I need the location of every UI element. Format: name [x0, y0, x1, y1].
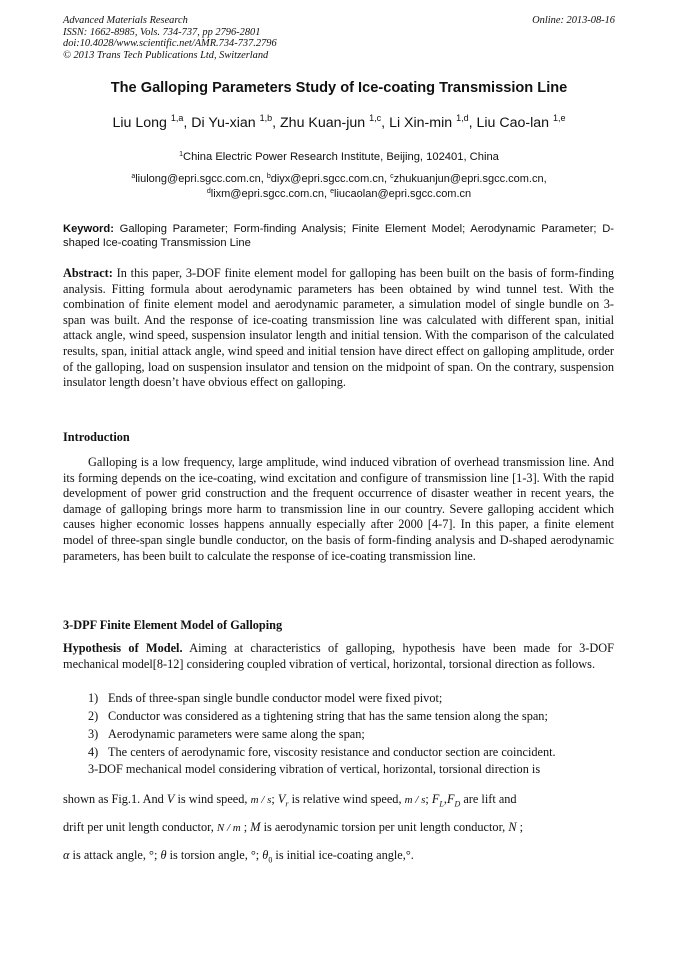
list-number: 1) — [88, 691, 99, 705]
symbol-v: V — [166, 792, 175, 806]
affiliation-text: China Electric Power Research Institute, Beijing, 102401, China — [183, 151, 499, 163]
list-text: Aerodynamic parameters were same along the span; — [108, 727, 365, 741]
symbol-theta: θ — [160, 848, 167, 862]
issn-line: ISSN: 1662-8985, Vols. 734-737, pp 2796-2801 — [63, 26, 261, 38]
affiliation — [40, 151, 638, 163]
symbol-fl: F — [431, 792, 440, 806]
symbol-definitions-line — [63, 792, 614, 808]
section-heading: 3-DPF Finite Element Model of Galloping — [63, 618, 283, 632]
email-link[interactable]: diyx@epri.sgcc.com.cn — [270, 173, 385, 185]
list-item — [88, 725, 614, 743]
hypothesis-list — [88, 689, 614, 761]
author-sup: 1,c — [369, 113, 382, 123]
list-number: 2) — [88, 709, 99, 723]
text-run: is initial ice-coating angle,°. — [275, 848, 414, 862]
text-run: ; — [519, 820, 524, 834]
symbol-definitions-line — [63, 848, 614, 864]
journal-header — [63, 15, 277, 61]
text-run: is attack angle, °; — [72, 848, 158, 862]
paper-title: The Galloping Parameters Study of Ice-coating Transmission Line — [110, 80, 568, 96]
introduction-heading: Introduction — [63, 430, 130, 444]
list-number: 3) — [88, 727, 99, 741]
unit-mps: m / s — [404, 794, 426, 806]
list-item — [88, 707, 614, 725]
keywords-text: Galloping Parameter; Form-finding Analysis; Finite Element Model; Aerodynamic Parameter; D-shaped Ice-coating Transmission Line — [63, 223, 615, 249]
affiliation-sup: 1 — [179, 151, 183, 158]
symbol-alpha: α — [63, 848, 70, 862]
list-text: Ends of three-span single bundle conductor model were fixed pivot; — [108, 691, 443, 705]
list-text: Conductor was considered as a tightening string that has the same tension along the span; — [108, 709, 548, 723]
copyright-line: © 2013 Trans Tech Publications Ltd, Switzerland — [63, 49, 269, 61]
author-name: Di Yu-xian — [191, 115, 256, 131]
author-list: Liu Long $^{1,a}$, Di Yu-xian $^{1,b}$, Zhu Kuan-jun $^{1,c}$, Li Xin-min $^{1,d}$, Liu Cao-lan $^{1,e}$ — [112, 113, 566, 131]
symbol-vr-sub: r — [285, 799, 289, 809]
keywords-block — [63, 222, 614, 250]
introduction-paragraph: Galloping is a low frequency, large amplitude, wind induced vibration of overhead transmission line. And its forming depends on the ice-coating, wind excitation and configure of transmission line [1-3]. With the rapid development of power grid construction and the frequent occurrence of disaster weather in recent years, the damage of galloping brings more harm to transmission line in our country. Severe galloping accident which causes higher economic losses happens annually especially after 2000 [4-7]. In this paper, a finite element model of three-span single bundle conductor, on the basis of form-finding analysis and D-shaped aerodynamic parameters, has been built to calculate the response of ice-coating transmission line. — [63, 455, 614, 563]
unit-npm: N / m — [216, 822, 241, 834]
abstract-text: In this paper, 3-DOF finite element model for galloping has been built on the basis of form-finding analysis. Fitting formula about aerodynamic parameters has been obtained by wind tunnel test. With the combination of finite element model and aerodynamic parameter, a simulation model of single bundle on 3-span was built. And the response of ice-coating transmission line was calculated with different span, initial attack angle, wind speed, suspension insulator length and initial tension. With the comparison of the calculated results, span, initial attack angle, wind speed and initial tension have direct effect on galloping amplitude, order of the galloping, load on suspension insulator and tension on the midpoint of span. On the contrary, suspension insulator length doesn’t have obvious effect on galloping. — [63, 266, 614, 390]
text-run: are lift and — [463, 792, 517, 806]
list-number: 4) — [88, 745, 99, 759]
symbol-fd: F — [446, 792, 455, 806]
author-sup: 1,d — [456, 113, 469, 123]
author-sup: 1,e — [553, 113, 566, 123]
text-run: ; — [271, 792, 275, 806]
author-sup: 1,b — [259, 113, 273, 123]
author-name: Zhu Kuan-jun — [280, 115, 366, 131]
symbol-fd-sub: D — [454, 799, 461, 809]
text-run: drift per unit length conductor, — [63, 820, 214, 834]
text-run: is aerodynamic torsion per unit length conductor, — [263, 820, 506, 834]
list-item — [88, 743, 614, 761]
author-name: Liu Cao-lan — [476, 115, 550, 131]
abstract-label: Abstract: — [63, 266, 113, 280]
mechanical-model-line: 3-DOF mechanical model considering vibration of vertical, horizontal, torsional direction is — [88, 762, 541, 776]
text-run: is torsion angle, °; — [169, 848, 260, 862]
email-sup: c — [390, 173, 394, 180]
email-sup: a — [131, 173, 136, 180]
hypothesis-paragraph — [63, 641, 614, 672]
email-link[interactable]: liulong@epri.sgcc.com.cn — [135, 173, 261, 185]
author-name: Liu Long — [112, 115, 167, 131]
hypothesis-text: Aiming at characteristics of galloping, hypothesis have been made for 3-DOF mechanical model[8-12] considering coupled vibration of vertical, horizontal, torsional direction as follows. — [63, 641, 614, 671]
text-run: is relative wind speed, — [291, 792, 402, 806]
list-text: The centers of aerodynamic fore, viscosity resistance and conductor section are coincident. — [108, 745, 556, 759]
text-run: , — [443, 792, 447, 806]
abstract-block — [63, 266, 614, 391]
online-date: Online: 2013-08-16 — [532, 15, 615, 26]
unit-mps: m / s — [250, 794, 272, 806]
email-list: $^a$liulong@epri.sgcc.com.cn, $^b$diyx@epri.sgcc.com.cn, $^c$zhukuanjun@epri.sgcc.com.cn, $^d$lixm@epri.sgcc.com.cn, $^e$liucaolan@epri.sgcc.com.cn — [131, 173, 547, 200]
author-sup: 1,a — [170, 113, 184, 123]
text-run: ; — [243, 820, 248, 834]
text-run: ; — [425, 792, 429, 806]
text-run: is wind speed, — [177, 792, 248, 806]
text-run: shown as Fig.1. And — [63, 792, 164, 806]
symbol-definitions-line — [63, 820, 614, 835]
doi-line: doi:10.4028/www.scientific.net/AMR.734-737.2796 — [63, 38, 277, 50]
symbol-fl-sub: L — [439, 799, 444, 809]
symbol-m: M — [250, 820, 261, 834]
email-sup: e — [330, 188, 335, 195]
hypothesis-label: Hypothesis of Model. — [63, 641, 183, 655]
symbol-vr: V — [277, 792, 286, 806]
email-sup: d — [206, 188, 211, 195]
email-link[interactable]: zhukuanjun@epri.sgcc.com.cn — [393, 173, 544, 185]
email-sup: b — [266, 173, 271, 180]
author-name: Li Xin-min — [389, 115, 453, 131]
symbol-n: N — [508, 820, 517, 834]
journal-name: Advanced Materials Research — [63, 15, 188, 26]
keywords-label: Keyword: — [63, 223, 114, 235]
email-link[interactable]: liucaolan@epri.sgcc.com.cn — [334, 188, 472, 200]
symbol-theta0-sub: 0 — [268, 855, 273, 865]
list-item — [88, 689, 614, 707]
email-link[interactable]: lixm@epri.sgcc.com.cn — [210, 188, 324, 200]
symbol-theta0: θ — [262, 848, 269, 862]
